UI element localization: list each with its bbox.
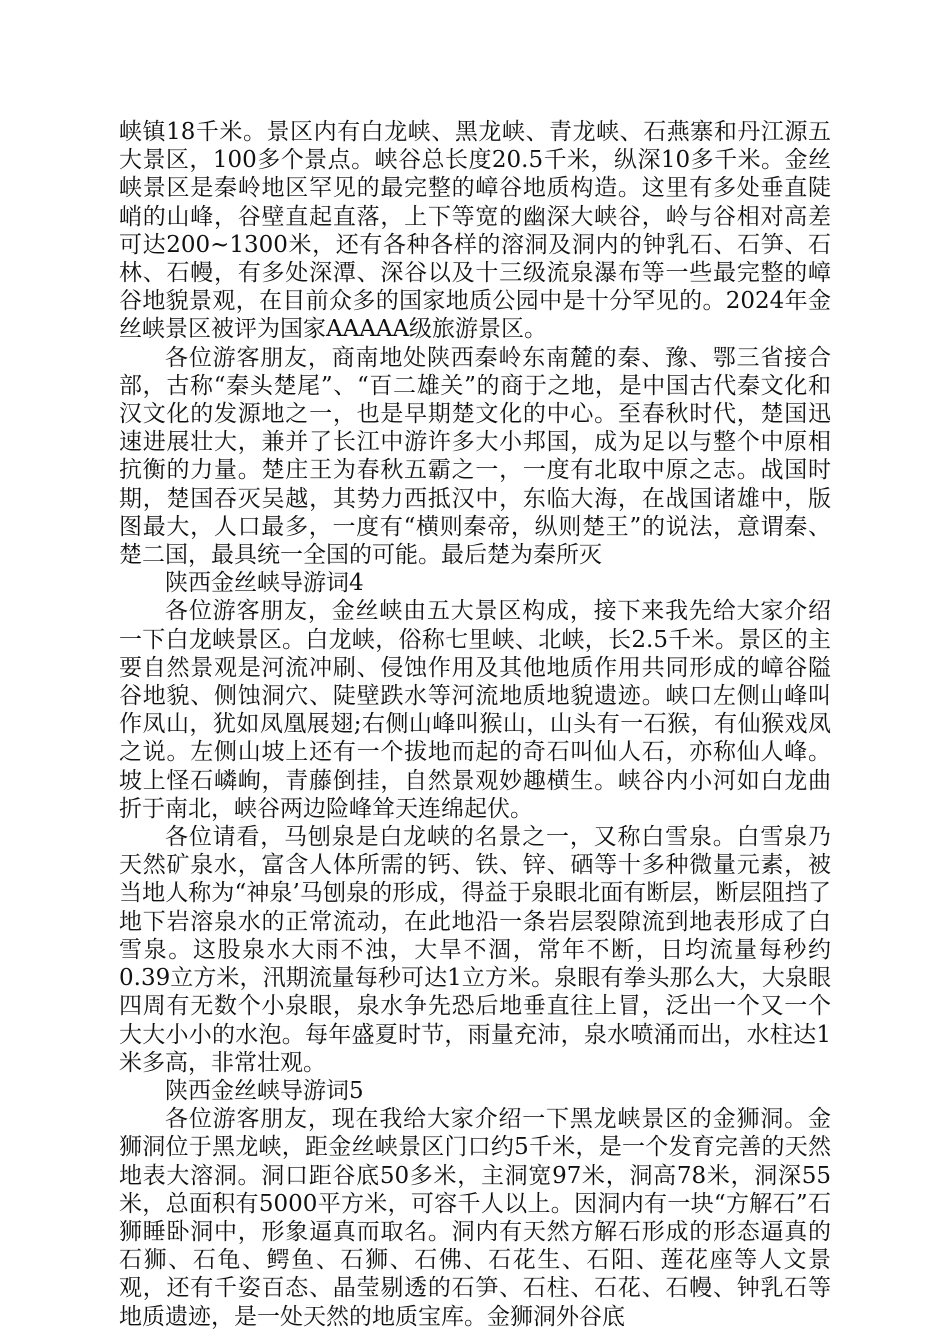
paragraph-mapaoquan: 各位请看，马刨泉是白龙峡的名景之一，又称白雪泉。白雪泉乃天然矿泉水，富含人体所需的钙、铁、锌、硒等十多种微量元素，被当地人称为“神泉’马刨泉的形成，得益于泉眼北面有断层，断层阻挡了地下岩溶泉水的正常流动，在此地沿一条岩层裂隙流到地表形成了白雪泉。这股泉水大雨不浊，大旱不涸，常年不断，日均流量每秒约0.39立方米，汛期流量每秒可达1立方米。泉眼有拳头那么大，大泉眼四周有无数个小泉眼，泉水争先恐后地垂直往上冒，泛出一个又一个大大小小的水泡。每年盛夏时节，雨量充沛，泉水喷涌而出，水柱达1米多高，非常壮观。: [119, 824, 831, 1076]
paragraph-bailongxia: 各位游客朋友，金丝峡由五大景区构成，接下来我先给大家介绍一下白龙峡景区。白龙峡，俗称七里峡、北峡，长2.5千米。景区的主要自然景观是河流冲刷、侵蚀作用及其他地质作用共同形成的嶂谷隘谷地貌、侧蚀洞穴、陡壁跌水等河流地质地貌遗迹。峡口左侧山峰叫作凤山，犹如凤凰展翅;右侧山峰叫猴山，山头有一石猴，有仙猴戏凤之说。左侧山坡上还有一个拔地而起的奇石叫仙人石，亦称仙人峰。坡上怪石嶙峋，青藤倒挂，自然景观妙趣横生。峡谷内小河如白龙曲折于南北，峡谷两边险峰耸天连绵起伏。: [119, 598, 831, 822]
paragraph-shangnan-history: 各位游客朋友，商南地处陕西秦岭东南麓的秦、豫、鄂三省接合部，古称“秦头楚尾”、“百二雄关”的商于之地，是中国古代秦文化和汉文化的发源地之一，也是早期楚文化的中心。至春秋时代，楚国迅速进展壮大，兼并了长江中游许多大小邦国，成为足以与整个中原相抗衡的力量。楚庄王为春秋五霸之一，一度有北取中原之志。战国时期，楚国吞灭吴越，其势力西抵汉中，东临大海，在战国诸雄中，版图最大，人口最多，一度有“横则秦帝，纵则楚王”的说法，意谓秦、楚二国，最具统一全国的可能。最后楚为秦所灭: [119, 344, 831, 569]
section-heading-4: 陕西金丝峡导游词4: [165, 570, 364, 597]
paragraph-jinshidong: 各位游客朋友，现在我给大家介绍一下黑龙峡景区的金狮洞。金狮洞位于黑龙峡，距金丝峡景区门口约5千米，是一个发育完善的天然地表大溶洞。洞口距谷底50多米，主洞宽97米，洞高78米，洞深55米，总面积有5000平方米，可容千人以上。因洞内有一块“方解石”石狮睡卧洞中，形象逼真而取名。洞内有天然方解石形成的形态逼真的石狮、石龟、鳄鱼、石狮、石佛、石花生、石阳、莲花座等人文景观，还有千姿百态、晶莹剔透的石笋、石柱、石花、石幔、钟乳石等地质遗迹，是一处天然的地质宝库。金狮洞外谷底: [119, 1106, 831, 1330]
document-page: [119, 118, 831, 1331]
paragraph-intro-continued: 峡镇18千米。景区内有白龙峡、黑龙峡、青龙峡、石燕寨和丹江源五大景区，100多个景点。峡谷总长度20.5千米，纵深10多千米。金丝峡景区是秦岭地区罕见的最完整的嶂谷地质构造。这里有多处垂直陡峭的山峰，谷壁直起直落，上下等宽的幽深大峡谷，岭与谷相对高差可达200~1300米，还有各种各样的溶洞及洞内的钟乳石、石笋、石林、石幔，有多处深潭、深谷以及十三级流泉瀑布等一些最完整的嶂谷地貌景观，在目前众多的国家地质公园中是十分罕见的。2024年金丝峡景区被评为国家AAAAA级旅游景区。: [119, 119, 831, 343]
section-heading-5: 陕西金丝峡导游词5: [165, 1077, 364, 1104]
